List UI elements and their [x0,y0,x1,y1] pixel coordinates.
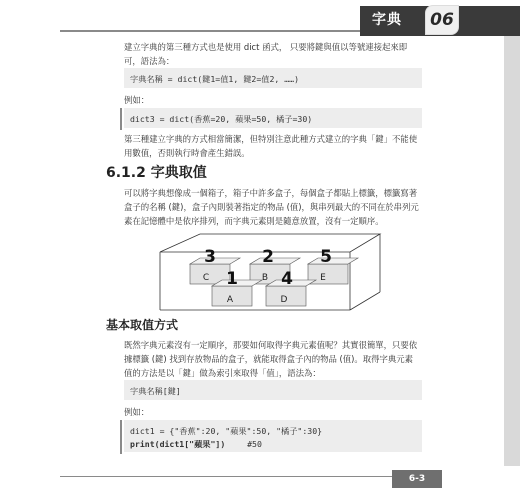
example-box-access [124,420,422,452]
code-left-rule [120,108,122,130]
example-access-comment: #50 [247,439,262,449]
paragraph-basic-access: 既然字典元素沒有一定順序，那要如何取得字典元素值呢？其實很簡單，只要依據標籤 (鍵) 找到存放物品的盒子，就能取得盒子內的物品 (值)。取得字典元素值的方法是以「鍵」做為索引來取得「值」，語法為： [124,340,418,378]
paragraph-warning: 第三種建立字典的方式相當簡潔，但特別注意此種方式建立的字典「鍵」不能使用數值，否則執行時會產生錯誤。 [124,134,418,158]
box-d-label: D [280,295,288,305]
syntax-dict-code: 字典名稱 = dict(鍵1=值1, 鍵2=值2, ……) [130,74,300,84]
side-thumb-bar [504,36,520,466]
paragraph-box-analogy: 可以將字典想像成一個箱子，箱子中許多盒子，每個盒子都貼上標籤，標籤寫著盒子的名稱 (鍵)，盒子內則裝著指定的物品 (值)，與串列最大的不同在於串列元素在記憶體中是依序排列，而字典元素則是隨意放置，沒有一定順序。 [124,188,419,226]
section-title: 6.1.2 字典取值 [106,165,207,181]
example-dict3-code: dict3 = dict(香蕉=20, 蘋果=50, 橘子=30) [130,114,313,124]
box-e [308,247,358,284]
chapter-title: 字典 [372,12,402,28]
box-c-number: 3 [204,247,216,267]
box-d-number: 4 [281,269,293,289]
example-access-line2 [130,438,416,451]
box-a-label: A [226,295,234,305]
example-label-2: 例如： [124,407,150,417]
subsection-title: 基本取值方式 [106,318,179,332]
box-e-number: 5 [320,247,332,267]
footer-rule [60,476,392,477]
code-left-rule-2 [120,420,122,454]
example-box-dict3 [124,108,422,128]
box-b-number: 2 [262,247,274,267]
example-access-line1: dict1 = {"香蕉":20, "蘋果":50, "橘子":30} [130,426,323,436]
example-access-print: print(dict1["蘋果"]) [130,439,226,449]
example-label: 例如： [124,95,150,105]
container-bottom-right [350,292,380,310]
syntax-access-code: 字典名稱[鍵] [130,386,181,396]
box-c-label: C [202,273,210,283]
box-b-label: B [261,273,269,283]
paragraph-dict-equals: 建立字典的第三種方式也是使用 dict 函式， 只要將鍵與值以等號連接起來即可，語法為： [124,42,408,66]
chapter-number-badge: 06 [425,5,459,35]
box-a-number: 1 [226,269,238,289]
page-number: 6-3 [392,470,442,488]
dictionary-box-diagram [150,232,390,312]
syntax-box-access [124,380,422,400]
box-e-label: E [320,273,326,283]
syntax-box-dict [124,68,422,88]
